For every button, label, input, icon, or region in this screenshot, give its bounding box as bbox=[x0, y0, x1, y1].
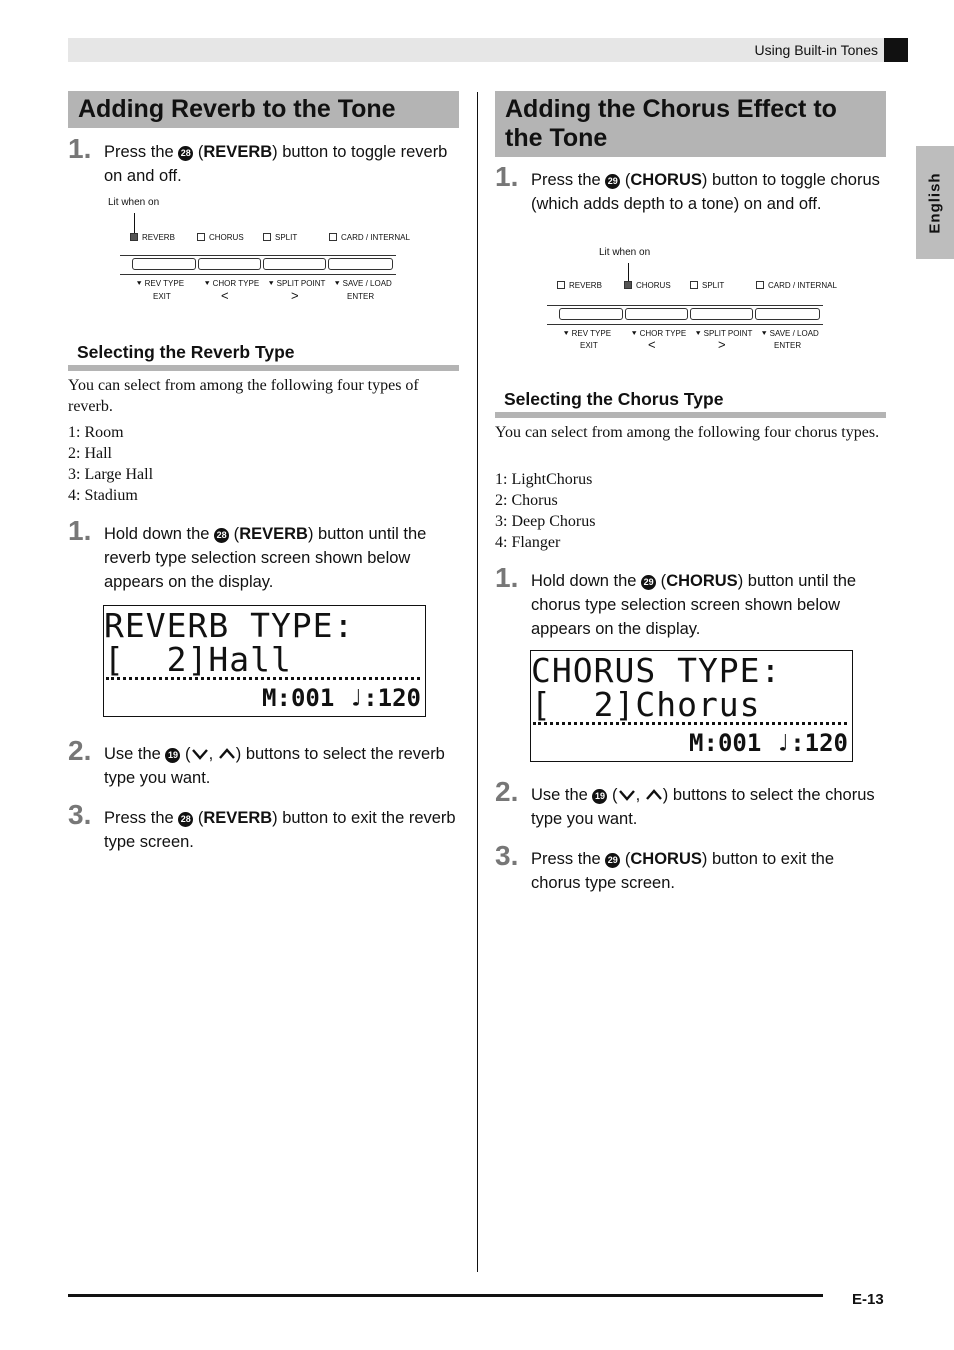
step-number: 3. bbox=[495, 840, 519, 871]
list-item: 1: Room bbox=[68, 424, 124, 441]
fn-label-exit: EXIT bbox=[153, 292, 171, 301]
reverb-step1-text: Press the 28 (REVERB) button to toggle reverb on and off. bbox=[104, 143, 448, 185]
step-number: 1. bbox=[495, 562, 519, 593]
circled-number-icon: 29 bbox=[605, 853, 620, 868]
list-item: 2: Hall bbox=[68, 445, 112, 462]
language-label: English bbox=[926, 171, 944, 234]
led-reverb: REVERB bbox=[130, 233, 175, 242]
led-card-internal: CARD / INTERNAL bbox=[756, 281, 837, 290]
page-number: E-13 bbox=[852, 1291, 884, 1308]
chorus-subheading: Selecting the Chorus Type bbox=[504, 389, 724, 409]
fn-label-save-load: ⯆ SAVE / LOAD bbox=[334, 279, 392, 288]
led-chorus: CHORUS bbox=[624, 281, 671, 290]
subheading-rule bbox=[68, 365, 459, 371]
led-card-internal: CARD / INTERNAL bbox=[329, 233, 410, 242]
lcd-line-1: REVERB TYPE: bbox=[104, 606, 355, 645]
led-split: SPLIT bbox=[263, 233, 297, 242]
fn-label-exit: EXIT bbox=[580, 341, 598, 350]
step-number: 1. bbox=[68, 515, 92, 546]
circled-number-icon: 28 bbox=[178, 146, 193, 161]
circled-number-icon: 29 bbox=[641, 575, 656, 590]
circled-number-icon: 19 bbox=[165, 748, 180, 763]
reverb-intro: You can select from among the following four types of reverb. bbox=[68, 377, 419, 415]
lit-pointer-line bbox=[628, 263, 629, 283]
chor-type-key bbox=[625, 308, 688, 320]
circled-number-icon: 28 bbox=[214, 528, 229, 543]
running-title: Using Built-in Tones bbox=[754, 42, 878, 58]
led-reverb: REVERB bbox=[557, 281, 602, 290]
fn-label-chor-type: ⯆ CHOR TYPE bbox=[631, 329, 687, 338]
column-divider bbox=[477, 92, 478, 1272]
led-split: SPLIT bbox=[690, 281, 724, 290]
header-black-block bbox=[884, 38, 908, 62]
step-number: 3. bbox=[68, 799, 92, 830]
chorus-step3-text: Press the 29 (CHORUS) button to exit the chorus type screen. bbox=[531, 850, 835, 892]
running-header-bar bbox=[68, 38, 908, 62]
button-strip bbox=[547, 305, 823, 325]
chevron-down-icon bbox=[191, 747, 209, 761]
list-item: 3: Deep Chorus bbox=[495, 513, 596, 530]
fn-label-save-load: ⯆ SAVE / LOAD bbox=[761, 329, 819, 338]
list-item: 2: Chorus bbox=[495, 492, 558, 509]
step-number: 1. bbox=[68, 133, 92, 164]
lcd-dot-row bbox=[533, 722, 847, 725]
split-point-key bbox=[690, 308, 753, 320]
reverb-panel-illustration bbox=[108, 197, 408, 307]
reverb-step2-text: Use the 19 ( , ) buttons to select the reverb type you want. bbox=[104, 745, 445, 787]
chorus-intro: You can select from among the following four chorus types. bbox=[495, 424, 880, 441]
reverb-hold-step-text: Hold down the 28 (REVERB) button until the reverb type selection screen shown below appears on the display. bbox=[104, 525, 427, 591]
fn-label-enter: ENTER bbox=[774, 341, 802, 350]
step-number: 1. bbox=[495, 161, 519, 192]
chevron-up-icon bbox=[218, 747, 236, 761]
lcd-line-2: [ 2]Chorus bbox=[531, 685, 761, 724]
chorus-type-list bbox=[495, 469, 595, 553]
rev-type-key bbox=[559, 308, 623, 320]
language-side-tab bbox=[916, 146, 954, 259]
circled-number-icon: 29 bbox=[605, 174, 620, 189]
lcd-status: M:001 ♩:120 bbox=[262, 684, 421, 712]
chevron-down-icon bbox=[618, 788, 636, 802]
lcd-status: M:001 ♩:120 bbox=[689, 729, 848, 757]
lcd-dot-row bbox=[106, 677, 420, 680]
list-item: 3: Large Hall bbox=[68, 466, 154, 483]
fn-label-greater: > bbox=[291, 288, 299, 303]
fn-label-rev-type: ⯆ REV TYPE bbox=[563, 329, 612, 338]
chorus-hold-step-text: Hold down the 29 (CHORUS) button until the chorus type selection screen shown below appears on the display. bbox=[531, 572, 857, 638]
fn-label-less: < bbox=[648, 337, 656, 352]
reverb-step3-text: Press the 28 (REVERB) button to exit the reverb type screen. bbox=[104, 809, 456, 851]
lit-when-on-label: Lit when on bbox=[599, 247, 651, 258]
lit-pointer-line bbox=[134, 213, 135, 233]
lcd-line-1: CHORUS TYPE: bbox=[531, 651, 782, 690]
chorus-step2-text: Use the 19 ( , ) buttons to select the chorus type you want. bbox=[531, 786, 875, 828]
fn-label-less: < bbox=[221, 288, 229, 303]
fn-label-greater: > bbox=[718, 337, 726, 352]
fn-label-chor-type: ⯆ CHOR TYPE bbox=[204, 279, 260, 288]
save-load-key bbox=[755, 308, 820, 320]
rev-type-key bbox=[132, 258, 196, 270]
chor-type-key bbox=[198, 258, 261, 270]
list-item: 4: Flanger bbox=[495, 534, 561, 551]
chorus-lcd-display bbox=[530, 650, 853, 762]
list-item: 1: LightChorus bbox=[495, 471, 593, 488]
subheading-rule bbox=[495, 412, 886, 418]
step-number: 2. bbox=[68, 735, 92, 766]
chorus-step1-text: Press the 29 (CHORUS) button to toggle chorus (which adds depth to a tone) on and off. bbox=[531, 171, 880, 213]
reverb-lcd-display bbox=[103, 605, 426, 717]
step-number: 2. bbox=[495, 776, 519, 807]
fn-label-split-point: ⯆ SPLIT POINT bbox=[695, 329, 753, 338]
fn-label-split-point: ⯆ SPLIT POINT bbox=[268, 279, 326, 288]
circled-number-icon: 19 bbox=[592, 789, 607, 804]
footer-rule bbox=[68, 1294, 823, 1297]
circled-number-icon: 28 bbox=[178, 812, 193, 827]
list-item: 4: Stadium bbox=[68, 487, 138, 504]
reverb-section-heading: Adding Reverb to the Tone bbox=[68, 91, 459, 128]
chorus-section-heading: Adding the Chorus Effect to the Tone bbox=[495, 91, 886, 157]
led-chorus: CHORUS bbox=[197, 233, 244, 242]
reverb-subheading: Selecting the Reverb Type bbox=[77, 342, 295, 362]
save-load-key bbox=[328, 258, 393, 270]
chorus-panel-illustration bbox=[535, 247, 835, 357]
lit-when-on-label: Lit when on bbox=[108, 197, 160, 208]
split-point-key bbox=[263, 258, 326, 270]
fn-label-rev-type: ⯆ REV TYPE bbox=[136, 279, 185, 288]
lcd-line-2: [ 2]Hall bbox=[104, 640, 292, 679]
button-strip bbox=[120, 255, 396, 275]
reverb-type-list bbox=[68, 422, 153, 506]
fn-label-enter: ENTER bbox=[347, 292, 375, 301]
chevron-up-icon bbox=[645, 788, 663, 802]
